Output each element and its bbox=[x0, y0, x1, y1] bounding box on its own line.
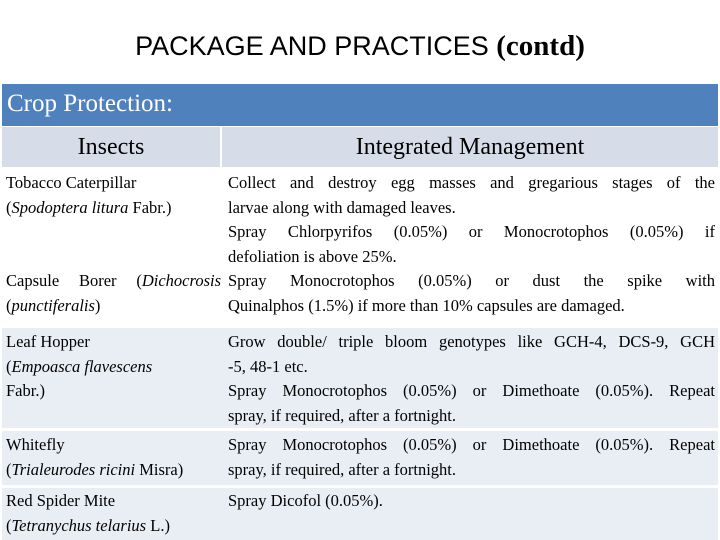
insect-cell bbox=[6, 269, 221, 318]
table-row bbox=[2, 269, 718, 325]
table-row bbox=[2, 328, 718, 428]
insect-name: Whitefly bbox=[6, 435, 65, 454]
insect-scientific: (punctiferalis) bbox=[6, 295, 101, 315]
management-line: Spray Chlorpyrifos (0.05%) or Monocrotophos (0.05%) if bbox=[228, 222, 715, 241]
management-line: Collect and destroy egg masses and gregarious stages of the bbox=[228, 173, 715, 192]
management-line: Spray Monocrotophos (0.05%) or dust the spike with bbox=[228, 271, 715, 290]
table-row bbox=[2, 488, 718, 540]
insect-cell bbox=[6, 489, 221, 538]
insect-scientific: (Tetranychus telarius L.) bbox=[6, 515, 170, 535]
insect-name: Red Spider Mite bbox=[6, 491, 116, 510]
insect-scientific: (Trialeurodes ricini Misra) bbox=[6, 459, 184, 479]
management-line: Grow double/ triple bloom genotypes like GCH-4, DCS-9, GCH bbox=[228, 332, 715, 351]
table-row bbox=[2, 431, 718, 485]
section-banner bbox=[2, 84, 718, 127]
management-cell bbox=[228, 433, 715, 482]
insect-name: Tobacco Caterpillar bbox=[6, 173, 137, 192]
management-line: defoliation is above 25%. bbox=[228, 246, 397, 266]
header-insects: Insects bbox=[2, 127, 220, 167]
management-line: Spray Dicofol (0.05%). bbox=[228, 491, 383, 510]
management-line: Spray Monocrotophos (0.05%) or Dimethoate (0.05%). Repeat bbox=[228, 381, 715, 400]
management-cell bbox=[228, 489, 715, 514]
insect-name: Leaf Hopper bbox=[6, 332, 90, 351]
management-cell bbox=[228, 269, 715, 318]
management-cell bbox=[228, 330, 715, 428]
insect-scientific: (Empoasca flavescens bbox=[6, 356, 153, 376]
management-line: -5, 48-1 etc. bbox=[228, 356, 308, 376]
banner-label: Crop Protection: bbox=[7, 90, 173, 117]
table-header bbox=[2, 127, 718, 167]
title-main: PACKAGE AND PRACTICES bbox=[135, 31, 489, 61]
management-line: Spray Monocrotophos (0.05%) or Dimethoate (0.05%). Repeat bbox=[228, 435, 715, 454]
management-line: Quinalphos (1.5%) if more than 10% capsules are damaged. bbox=[228, 295, 625, 315]
insect-authority: Fabr.) bbox=[6, 381, 45, 400]
page-title bbox=[0, 30, 720, 63]
management-line: spray, if required, after a fortnight. bbox=[228, 405, 457, 425]
management-line: spray, if required, after a fortnight. bbox=[228, 459, 457, 479]
header-management: Integrated Management bbox=[222, 127, 718, 167]
table-row bbox=[2, 171, 718, 266]
insect-scientific: (Spodoptera litura Fabr.) bbox=[6, 197, 172, 217]
management-cell bbox=[228, 171, 715, 269]
management-line: larvae along with damaged leaves. bbox=[228, 197, 456, 217]
insect-cell bbox=[6, 171, 221, 220]
title-suffix: (contd) bbox=[496, 30, 585, 62]
insect-cell bbox=[6, 330, 221, 404]
insect-name: Capsule Borer (Dichocrosis bbox=[6, 271, 221, 290]
insect-cell bbox=[6, 433, 221, 482]
